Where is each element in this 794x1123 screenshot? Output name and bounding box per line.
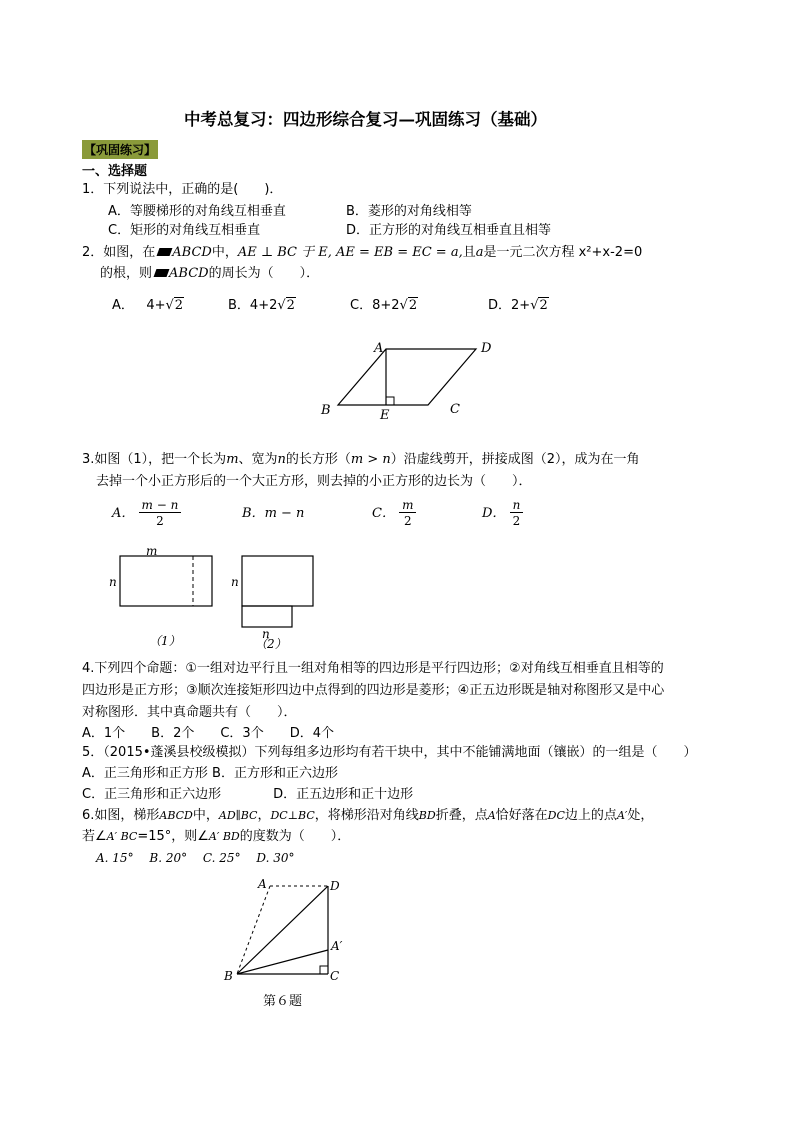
q3-opt-a-frac	[139, 498, 182, 529]
q1-option-b: B．菱形的对角线相等	[346, 204, 472, 219]
section-tag: 【巩固练习】	[82, 140, 158, 159]
fig2-caption: （2）	[255, 637, 287, 651]
q6-line2	[82, 829, 350, 845]
q3-opt-c-frac	[399, 498, 416, 529]
q6-line1-e: 边上的点	[564, 808, 617, 823]
q6-caption: 第６题	[263, 994, 303, 1009]
q6-aprime: A′	[616, 809, 628, 822]
q1-option-a: A．等腰梯形的对角线互相垂直	[108, 204, 286, 219]
q6-line1	[82, 808, 653, 824]
segment-ba-prime	[237, 950, 328, 974]
parallelogram-shape	[338, 349, 476, 405]
q6-line1-pre: 6.如图，梯形	[82, 808, 160, 823]
q2-line1-post2: 是一元二次方程 x²+x-2=0	[483, 245, 643, 260]
q3-opt-b-label: B．	[242, 506, 265, 521]
q4-line3: 对称图形．其中真命题共有（ ）．	[82, 705, 297, 720]
diagonal-bd	[237, 886, 328, 974]
q6-bd: BD	[418, 809, 436, 822]
q5-options-ab: A．正三角形和正方形 B．正方形和正六边形	[82, 766, 338, 781]
q2-line1-pre: 2．如图，在	[82, 245, 156, 260]
q6-options: A. 15° B. 20° C. 25° D. 30°	[96, 851, 295, 865]
q3-opt-c-den: 2	[403, 514, 412, 528]
q2-opt-rad: 2	[408, 298, 418, 313]
q2-option-b	[228, 298, 296, 314]
right-angle-mark	[320, 966, 328, 974]
sqrt-icon: √2	[165, 298, 184, 313]
fig1-rectangle	[120, 556, 212, 606]
q3-m: m	[226, 452, 239, 467]
q2-line1-abcd: ABCD	[172, 245, 212, 260]
q2-line1-a: a	[475, 245, 484, 260]
q6-line1-f: 处，	[627, 808, 654, 823]
q2-parallelogram-figure	[310, 335, 510, 425]
q3-option-b	[242, 506, 304, 522]
q2-opt-rad: 2	[286, 298, 295, 313]
q5-stem: 5．（2015•蓬溪县校级模拟）下列每组多边形均有若干块中，其中不能铺满地面（镶嵌）的一组是（ ）	[82, 745, 697, 760]
q2-opt-coef: 2	[391, 298, 400, 313]
q2-option-c	[350, 298, 418, 314]
label-e: E	[380, 408, 390, 423]
q3-opt-c-num: m	[399, 498, 416, 513]
q2-line1-post: 且	[462, 245, 476, 260]
fig2-label-n-left: n	[231, 575, 239, 589]
q2-opt-pre: 4+	[146, 298, 166, 313]
q2-line1-math: AE ⊥ BC 于 E, AE = EB = EC = a,	[237, 245, 463, 260]
q2-opt-coef: 2	[269, 298, 278, 313]
q6-line1-b: ，将梯形沿对角线	[314, 808, 419, 823]
sqrt-icon: √2	[530, 298, 548, 313]
q6-parallel: AD∥BC	[218, 809, 258, 822]
q2-option-d	[488, 298, 549, 314]
q6-trapezoid-figure	[218, 870, 358, 990]
q3-ineq: m > n	[350, 452, 391, 467]
q6-sep: ，	[257, 808, 271, 823]
q4-options: A．1个 B．2个 C．3个 D．4个	[82, 726, 334, 741]
q3-opt-a-den: 2	[156, 514, 164, 528]
q4-line2: 四边形是正方形；③顺次连接矩形四边中点得到的四边形是菱形；④正五边形既是轴对称图形又是中心	[82, 683, 665, 698]
q3-mid1: 、宽为	[238, 452, 278, 467]
q3-opt-d-den: 2	[512, 514, 521, 528]
parallelogram-icon	[154, 269, 170, 277]
fig2-big-rect	[242, 556, 313, 606]
q6-line1-d: 恰好落在	[495, 808, 548, 823]
section-heading: 一、选择题	[82, 164, 148, 179]
q4-line1: 4.下列四个命题：①一组对边平行且一组对角相等的四边形是平行四边形；②对角线互相垂直且相等的	[82, 661, 664, 676]
q3-opt-d-frac	[510, 498, 524, 529]
label-a: A	[258, 877, 267, 891]
q3-mid2: 的长方形（	[285, 452, 351, 467]
q3-line1	[82, 452, 640, 468]
q2-opt-label: D．	[488, 298, 512, 313]
fig1-label-n: n	[109, 575, 117, 589]
label-b: B	[321, 403, 331, 418]
q6-line1-a: 中，	[192, 808, 219, 823]
label-a-prime: A′	[331, 939, 343, 953]
q3-line1-end: ）沿虚线剪开，拼接成图（2），成为在一角	[390, 452, 640, 467]
q3-rectangle-figures	[105, 542, 335, 657]
sqrt-icon: √2	[399, 298, 418, 313]
q2-line2-abcd: ABCD	[169, 266, 209, 281]
fig2-small-rect	[242, 606, 292, 627]
label-a: A	[374, 341, 384, 356]
q6-a: A	[487, 809, 496, 822]
q6-line2-pre: 若∠	[82, 829, 107, 844]
q3-opt-a-label: A．	[112, 506, 135, 521]
q2-opt-pre: 2+	[511, 298, 531, 313]
q2-opt-pre: 8+	[372, 298, 392, 313]
fig1-caption: （1）	[149, 634, 181, 648]
q2-line2	[100, 266, 319, 282]
q6-abcd: ABCD	[159, 809, 193, 822]
q6-ang2: A′ BD	[208, 830, 240, 843]
q6-ang1: A′ BC	[106, 830, 138, 843]
q2-line1	[82, 245, 642, 261]
q3-line2: 去掉一个小正方形后的一个大正方形，则去掉的小正方形的边长为（ ）．	[96, 474, 532, 489]
q2-line2-post: 的周长为（ ）．	[208, 266, 320, 281]
q3-opt-a-num: m − n	[139, 498, 182, 513]
q2-option-a	[112, 298, 184, 314]
q2-opt-label: C．	[350, 298, 373, 313]
q2-opt-rad: 2	[539, 298, 548, 313]
q3-option-a	[112, 498, 181, 529]
q6-line2-mid: =15°，则∠	[137, 829, 209, 844]
q1-option-d: D．正方形的对角线互相垂直且相等	[346, 223, 552, 238]
page-title: 中考总复习：四边形综合复习—巩固练习（基础）	[184, 110, 547, 129]
label-d: D	[481, 341, 492, 356]
q3-line1-text: 3.如图（1），把一个长为	[82, 452, 227, 467]
fig2-label-n-bottom: n	[262, 627, 270, 641]
q5-options-cd: C．正三角形和正六边形 D．正五边形和正十边形	[82, 787, 414, 802]
q1-option-c: C．矩形的对角线互相垂直	[108, 223, 261, 238]
label-c: C	[330, 969, 340, 983]
right-angle-mark	[386, 397, 394, 405]
q3-opt-b-value: m − n	[264, 506, 305, 521]
q3-opt-d-num: n	[510, 498, 524, 513]
q2-line2-pre: 的根，则	[100, 266, 153, 281]
q2-line1-mid: 中，	[211, 245, 238, 260]
label-d: D	[330, 879, 340, 893]
q6-line1-c: 折叠，点	[435, 808, 488, 823]
q1-stem: 1．下列说法中，正确的是( )．	[82, 182, 283, 197]
q3-option-c	[372, 498, 416, 529]
q3-opt-d-label: D．	[482, 506, 506, 521]
q6-perp: DC⊥BC	[270, 809, 315, 822]
q3-opt-c-label: C．	[372, 506, 395, 521]
q2-opt-label: B．	[228, 298, 250, 313]
label-c: C	[450, 402, 460, 417]
fig1-label-m: m	[146, 544, 158, 558]
q3-n: n	[277, 452, 286, 467]
q6-dc: DC	[547, 809, 565, 822]
q2-opt-pre: 4+	[249, 298, 270, 313]
q6-line2-post: 的度数为（ ）．	[239, 829, 351, 844]
dashed-ab	[237, 886, 270, 974]
q3-option-d	[482, 498, 523, 529]
label-b: B	[224, 969, 233, 983]
q2-opt-rad: 2	[174, 298, 184, 313]
q2-opt-label: A．	[112, 298, 134, 313]
parallelogram-icon	[157, 248, 173, 256]
sqrt-icon: √2	[277, 298, 295, 313]
